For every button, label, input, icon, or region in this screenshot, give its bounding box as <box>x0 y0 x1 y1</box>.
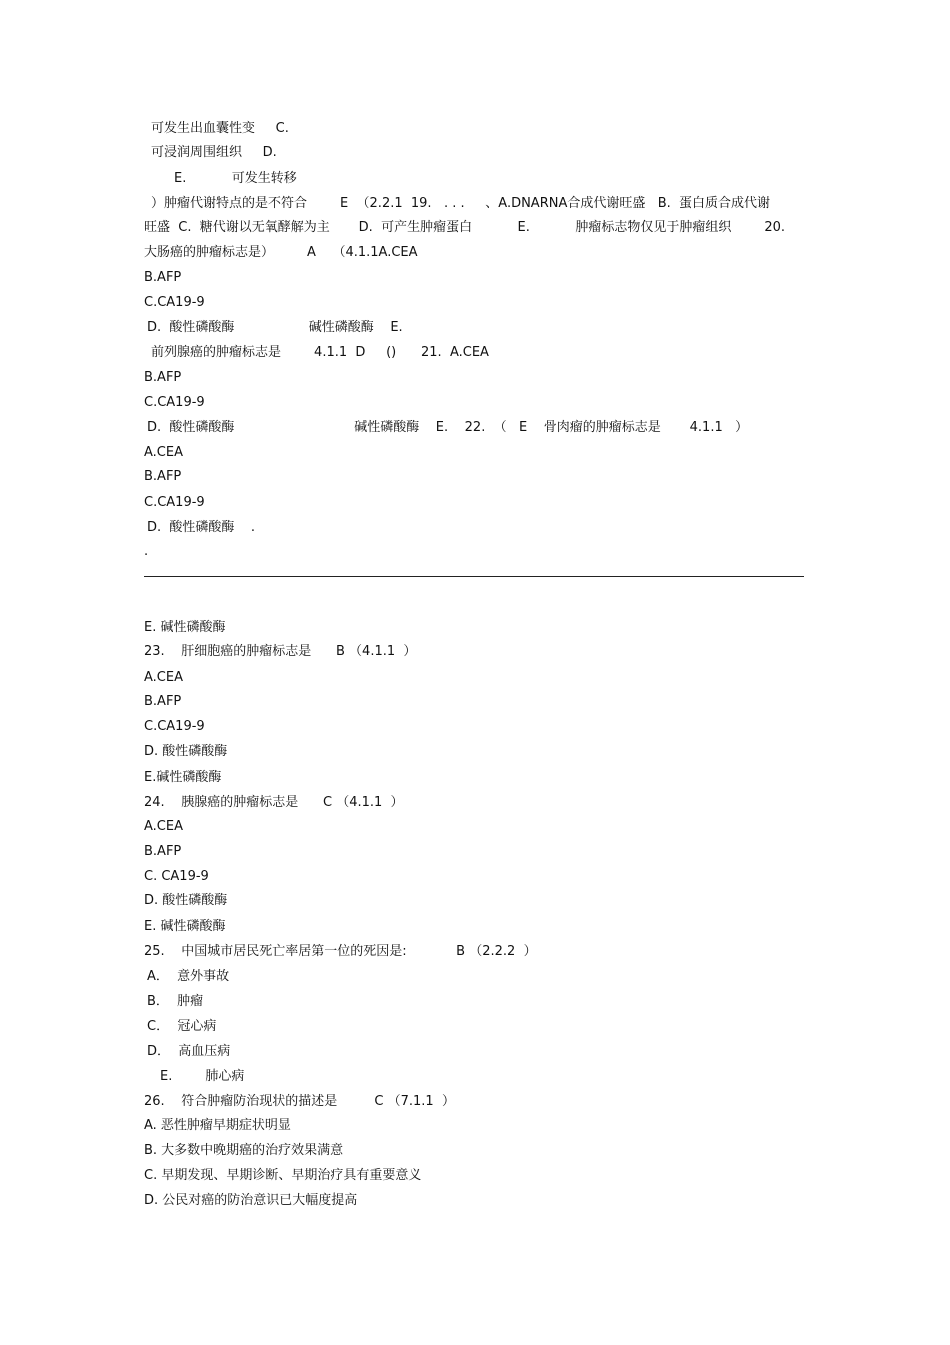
text-line: 26. 符合肿瘤防治现状的描述是 C （7.1.1 ） <box>144 1094 455 1109</box>
text-line: 23. 肝细胞癌的肿瘤标志是 B （4.1.1 ） <box>144 644 417 659</box>
text-line: E. 肺心病 <box>160 1069 245 1084</box>
text-line: B.AFP <box>144 844 182 859</box>
text-line: 前列腺癌的肿瘤标志是 4.1.1 D () 21. A.CEA <box>151 345 489 360</box>
text-line: C.CA19-9 <box>144 495 205 510</box>
text-line: A. 恶性肿瘤早期症状明显 <box>144 1118 291 1133</box>
text-line: C.CA19-9 <box>144 719 205 734</box>
text-line: E. 可发生转移 <box>174 171 297 186</box>
text-line: A.CEA <box>144 670 183 685</box>
text-line: 24. 胰腺癌的肿瘤标志是 C （4.1.1 ） <box>144 795 404 810</box>
text-line: B.AFP <box>144 469 182 484</box>
text-line: 可发生出血囊性变 C. <box>151 121 289 136</box>
text-line: C. CA19-9 <box>144 869 209 884</box>
text-line: C.CA19-9 <box>144 295 205 310</box>
text-line: E. 碱性磷酸酶 <box>144 620 226 635</box>
text-line: 旺盛 C. 糖代谢以无氧酵解为主 D. 可产生肿瘤蛋白 E. 肿瘤标志物仅见于肿瘤组织 20. <box>144 220 786 235</box>
text-line: C.CA19-9 <box>144 395 205 410</box>
text-line: D. 酸性磷酸酶 碱性磷酸酶 E. <box>147 320 403 335</box>
text-line: A． 意外事故 <box>147 969 230 984</box>
text-line: D. 酸性磷酸酶 <box>144 744 228 759</box>
text-line: D. 公民对癌的防治意识已大幅度提高 <box>144 1193 358 1208</box>
text-line: D. 酸性磷酸酶 . <box>147 520 256 535</box>
text-line: . <box>144 544 149 559</box>
text-line: B.AFP <box>144 694 182 709</box>
text-line: D. 酸性磷酸酶 碱性磷酸酶 E. 22. （ E 骨肉瘤的肿瘤标志是 4.1.1 ） <box>147 420 749 435</box>
text-line: B.AFP <box>144 270 182 285</box>
text-line: 25. 中国城市居民死亡率居第一位的死因是: B （2.2.2 ） <box>144 944 537 959</box>
text-line: D. 酸性磷酸酶 <box>144 893 228 908</box>
text-line: E.碱性磷酸酶 <box>144 770 222 785</box>
text-line: E. 碱性磷酸酶 <box>144 919 226 934</box>
text-line: A.CEA <box>144 445 183 460</box>
text-line: B. 大多数中晚期癌的治疗效果满意 <box>144 1143 344 1158</box>
text-line: 大肠癌的肿瘤标志是） A （4.1.1A.CEA <box>144 245 418 260</box>
text-line: 可浸润周围组织 D. <box>151 145 277 160</box>
text-line: A.CEA <box>144 819 183 834</box>
text-line: C． 冠心病 <box>147 1019 217 1034</box>
text-line: ）肿瘤代谢特点的是不符合 E （2.2.1 19. . . . 、A.DNARNA合成代谢旺盛 B. 蛋白质合成代谢 <box>151 196 771 211</box>
text-line: D． 高血压病 <box>147 1044 231 1059</box>
text-line: C. 早期发现、早期诊断、早期治疗具有重要意义 <box>144 1168 422 1183</box>
text-line: B． 肿瘤 <box>147 994 204 1009</box>
text-line: B.AFP <box>144 370 182 385</box>
page-divider <box>144 576 804 577</box>
